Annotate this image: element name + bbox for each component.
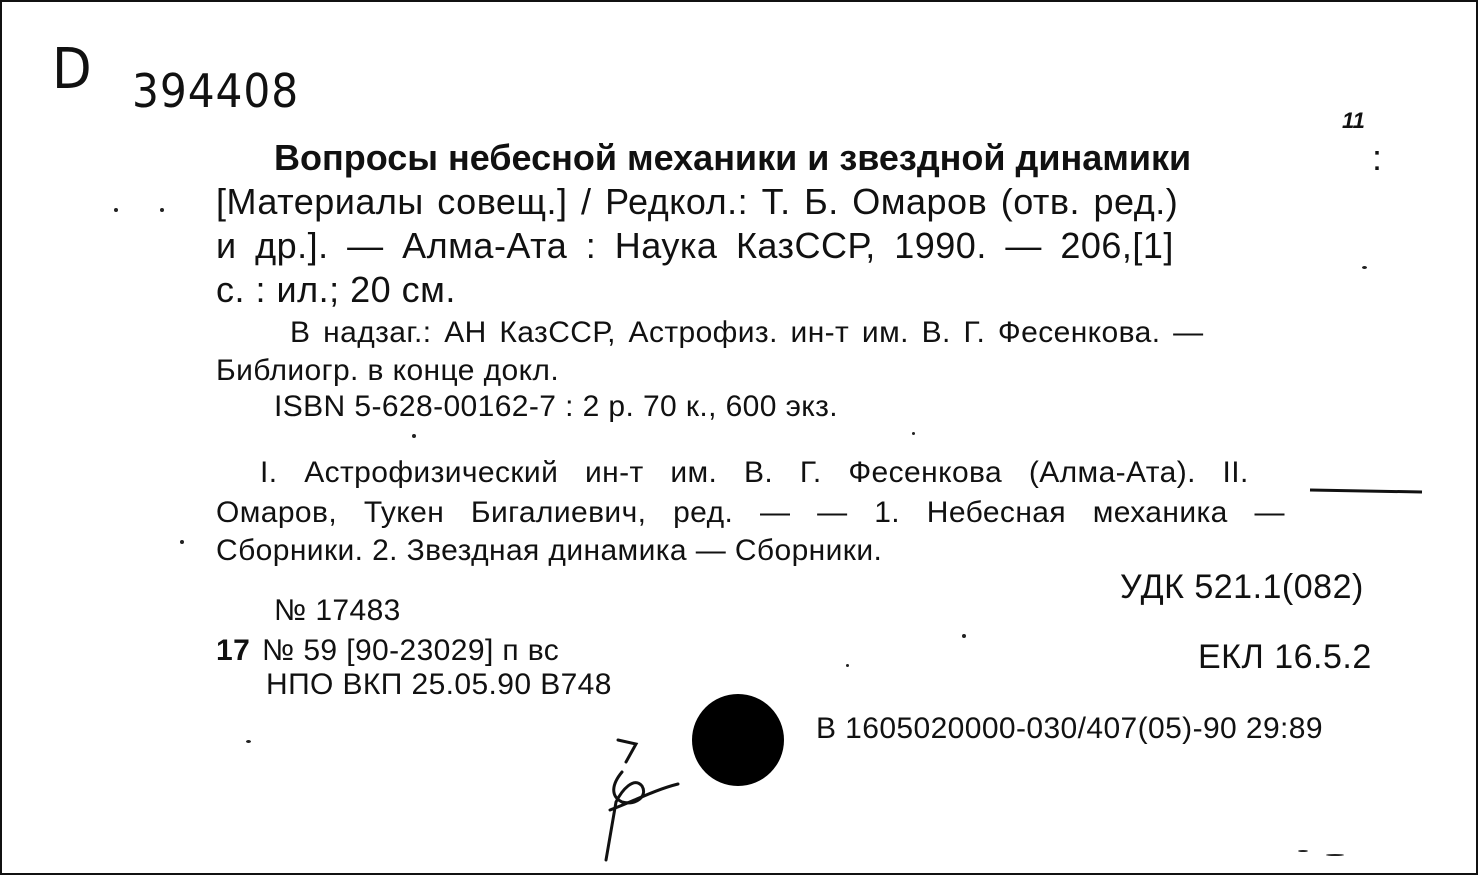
underline-mark (1302, 484, 1432, 498)
speck (180, 540, 184, 544)
ekl-code: ЕКЛ 16.5.2 (1198, 638, 1372, 676)
title-colon: : (1371, 137, 1382, 178)
title-line (274, 137, 1382, 178)
ink-stamp-dot (692, 694, 784, 786)
order-prefix: 17 (216, 634, 251, 667)
speck (846, 664, 849, 667)
udk-code: УДК 521.1(082) (1120, 568, 1364, 606)
description-line-2: и др.]. — Алма-Ата : Наука КазССР, 1990. — 206,[1] (216, 225, 1174, 266)
handwritten-mark: 11 (1342, 108, 1365, 133)
note-line-1: В надзаг.: АН КазССР, Астрофиз. ин-т им. В. Г. Фесенкова. — (290, 316, 1204, 349)
speck (1298, 850, 1308, 852)
subject-line-2: Омаров, Тукен Бигалиевич, ред. — — 1. Небесная механика — (216, 496, 1285, 529)
speck (114, 208, 118, 212)
description-line-1: [Материалы совещ.] / Редкол.: Т. Б. Омаров (отв. ред.) (216, 181, 1179, 222)
bbk-code-line: В 1605020000-030/407(05)-90 29:89 (816, 712, 1323, 745)
speck (962, 634, 966, 638)
subject-line-1: I. Астрофизический ин-т им. В. Г. Фесенкова (Алма-Ата). II. (260, 456, 1249, 489)
record-number: № 17483 (274, 594, 401, 627)
speck (412, 434, 416, 438)
description-line-3: с. : ил.; 20 см. (216, 269, 456, 310)
speck (1326, 854, 1344, 856)
handwritten-number: 394408 (132, 64, 300, 118)
npo-line: НПО ВКП 25.05.90 В748 (266, 668, 612, 701)
speck (160, 208, 164, 212)
speck (912, 432, 915, 435)
handwritten-prefix: D (52, 37, 93, 102)
book-title: Вопросы небесной механики и звездной динамики (274, 137, 1192, 178)
subject-line-3: Сборники. 2. Звездная динамика — Сборники. (216, 534, 883, 567)
handwritten-signature (592, 732, 702, 872)
speck (1362, 266, 1367, 269)
order-line: № 59 [90-23029] п вс (262, 634, 560, 667)
speck (246, 740, 251, 743)
note-line-2: Библиогр. в конце докл. (216, 354, 560, 387)
isbn-line: ISBN 5-628-00162-7 : 2 р. 70 к., 600 экз. (274, 390, 839, 423)
